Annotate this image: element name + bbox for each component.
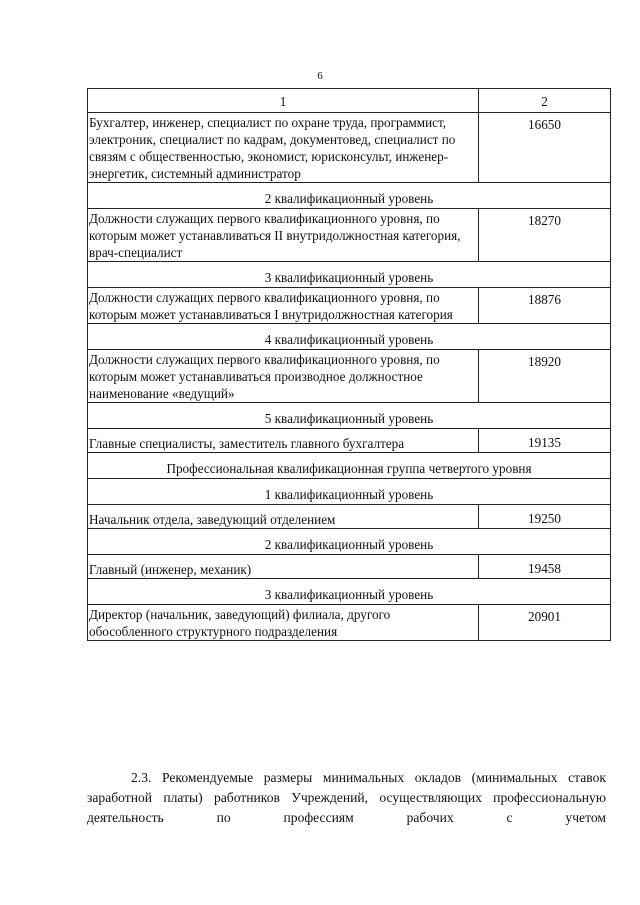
table-row (88, 555, 611, 579)
table-row (88, 505, 611, 529)
level-heading: 2 квалификационный уровень (88, 529, 611, 555)
table-row (88, 288, 611, 324)
level-heading-row (88, 479, 611, 505)
level-heading: 4 квалификационный уровень (88, 324, 611, 350)
table-row (88, 113, 611, 183)
position-cell: Бухгалтер, инженер, специалист по охране труда, программист, электроник, специалист по кадрам, документовед, специалист по связям с общественностью, экономист, юрисконсульт, инженер-энергетик, системный администратор (88, 113, 479, 183)
column-header-1: 1 (88, 89, 479, 113)
salary-cell: 19135 (479, 429, 611, 453)
page-number: 6 (317, 70, 323, 82)
level-heading-row (88, 324, 611, 350)
level-heading-row (88, 183, 611, 209)
level-heading: 5 квалификационный уровень (88, 403, 611, 429)
position-cell: Главные специалисты, заместитель главного бухгалтера (88, 429, 479, 453)
level-heading-row (88, 262, 611, 288)
salary-table (87, 88, 611, 641)
salary-cell: 19250 (479, 505, 611, 529)
salary-cell: 18920 (479, 350, 611, 403)
position-cell: Должности служащих первого квалификационного уровня, по которым может устанавливаться II внутридолжностная категория, врач-специалист (88, 209, 479, 262)
table-row (88, 605, 611, 641)
body-paragraph (87, 768, 606, 828)
salary-cell: 19458 (479, 555, 611, 579)
position-cell: Начальник отдела, заведующий отделением (88, 505, 479, 529)
level-heading-row (88, 529, 611, 555)
table-row (88, 209, 611, 262)
position-cell: Главный (инженер, механик) (88, 555, 479, 579)
salary-cell: 18270 (479, 209, 611, 262)
level-heading: 2 квалификационный уровень (88, 183, 611, 209)
level-heading: 1 квалификационный уровень (88, 479, 611, 505)
group-heading-row (88, 453, 611, 479)
paragraph-text: 2.3. Рекомендуемые размеры минимальных окладов (минимальных ставок заработной платы) работников Учреждений, осуществляющих профессиональную деятельность по профессиям рабочих с учетом (87, 770, 606, 825)
level-heading-row (88, 403, 611, 429)
salary-cell: 20901 (479, 605, 611, 641)
level-heading: 3 квалификационный уровень (88, 262, 611, 288)
table-header-row (88, 89, 611, 113)
level-heading-row (88, 579, 611, 605)
position-cell: Должности служащих первого квалификационного уровня, по которым может устанавливаться I внутридолжностная категория (88, 288, 479, 324)
salary-cell: 18876 (479, 288, 611, 324)
salary-cell: 16650 (479, 113, 611, 183)
table-row (88, 429, 611, 453)
table-row (88, 350, 611, 403)
position-cell: Должности служащих первого квалификационного уровня, по которым может устанавливаться производное должностное наименование «ведущий» (88, 350, 479, 403)
group-heading: Профессиональная квалификационная группа четвертого уровня (88, 453, 611, 479)
level-heading: 3 квалификационный уровень (88, 579, 611, 605)
position-cell: Директор (начальник, заведующий) филиала, другого обособленного структурного подразделения (88, 605, 479, 641)
column-header-2: 2 (479, 89, 611, 113)
